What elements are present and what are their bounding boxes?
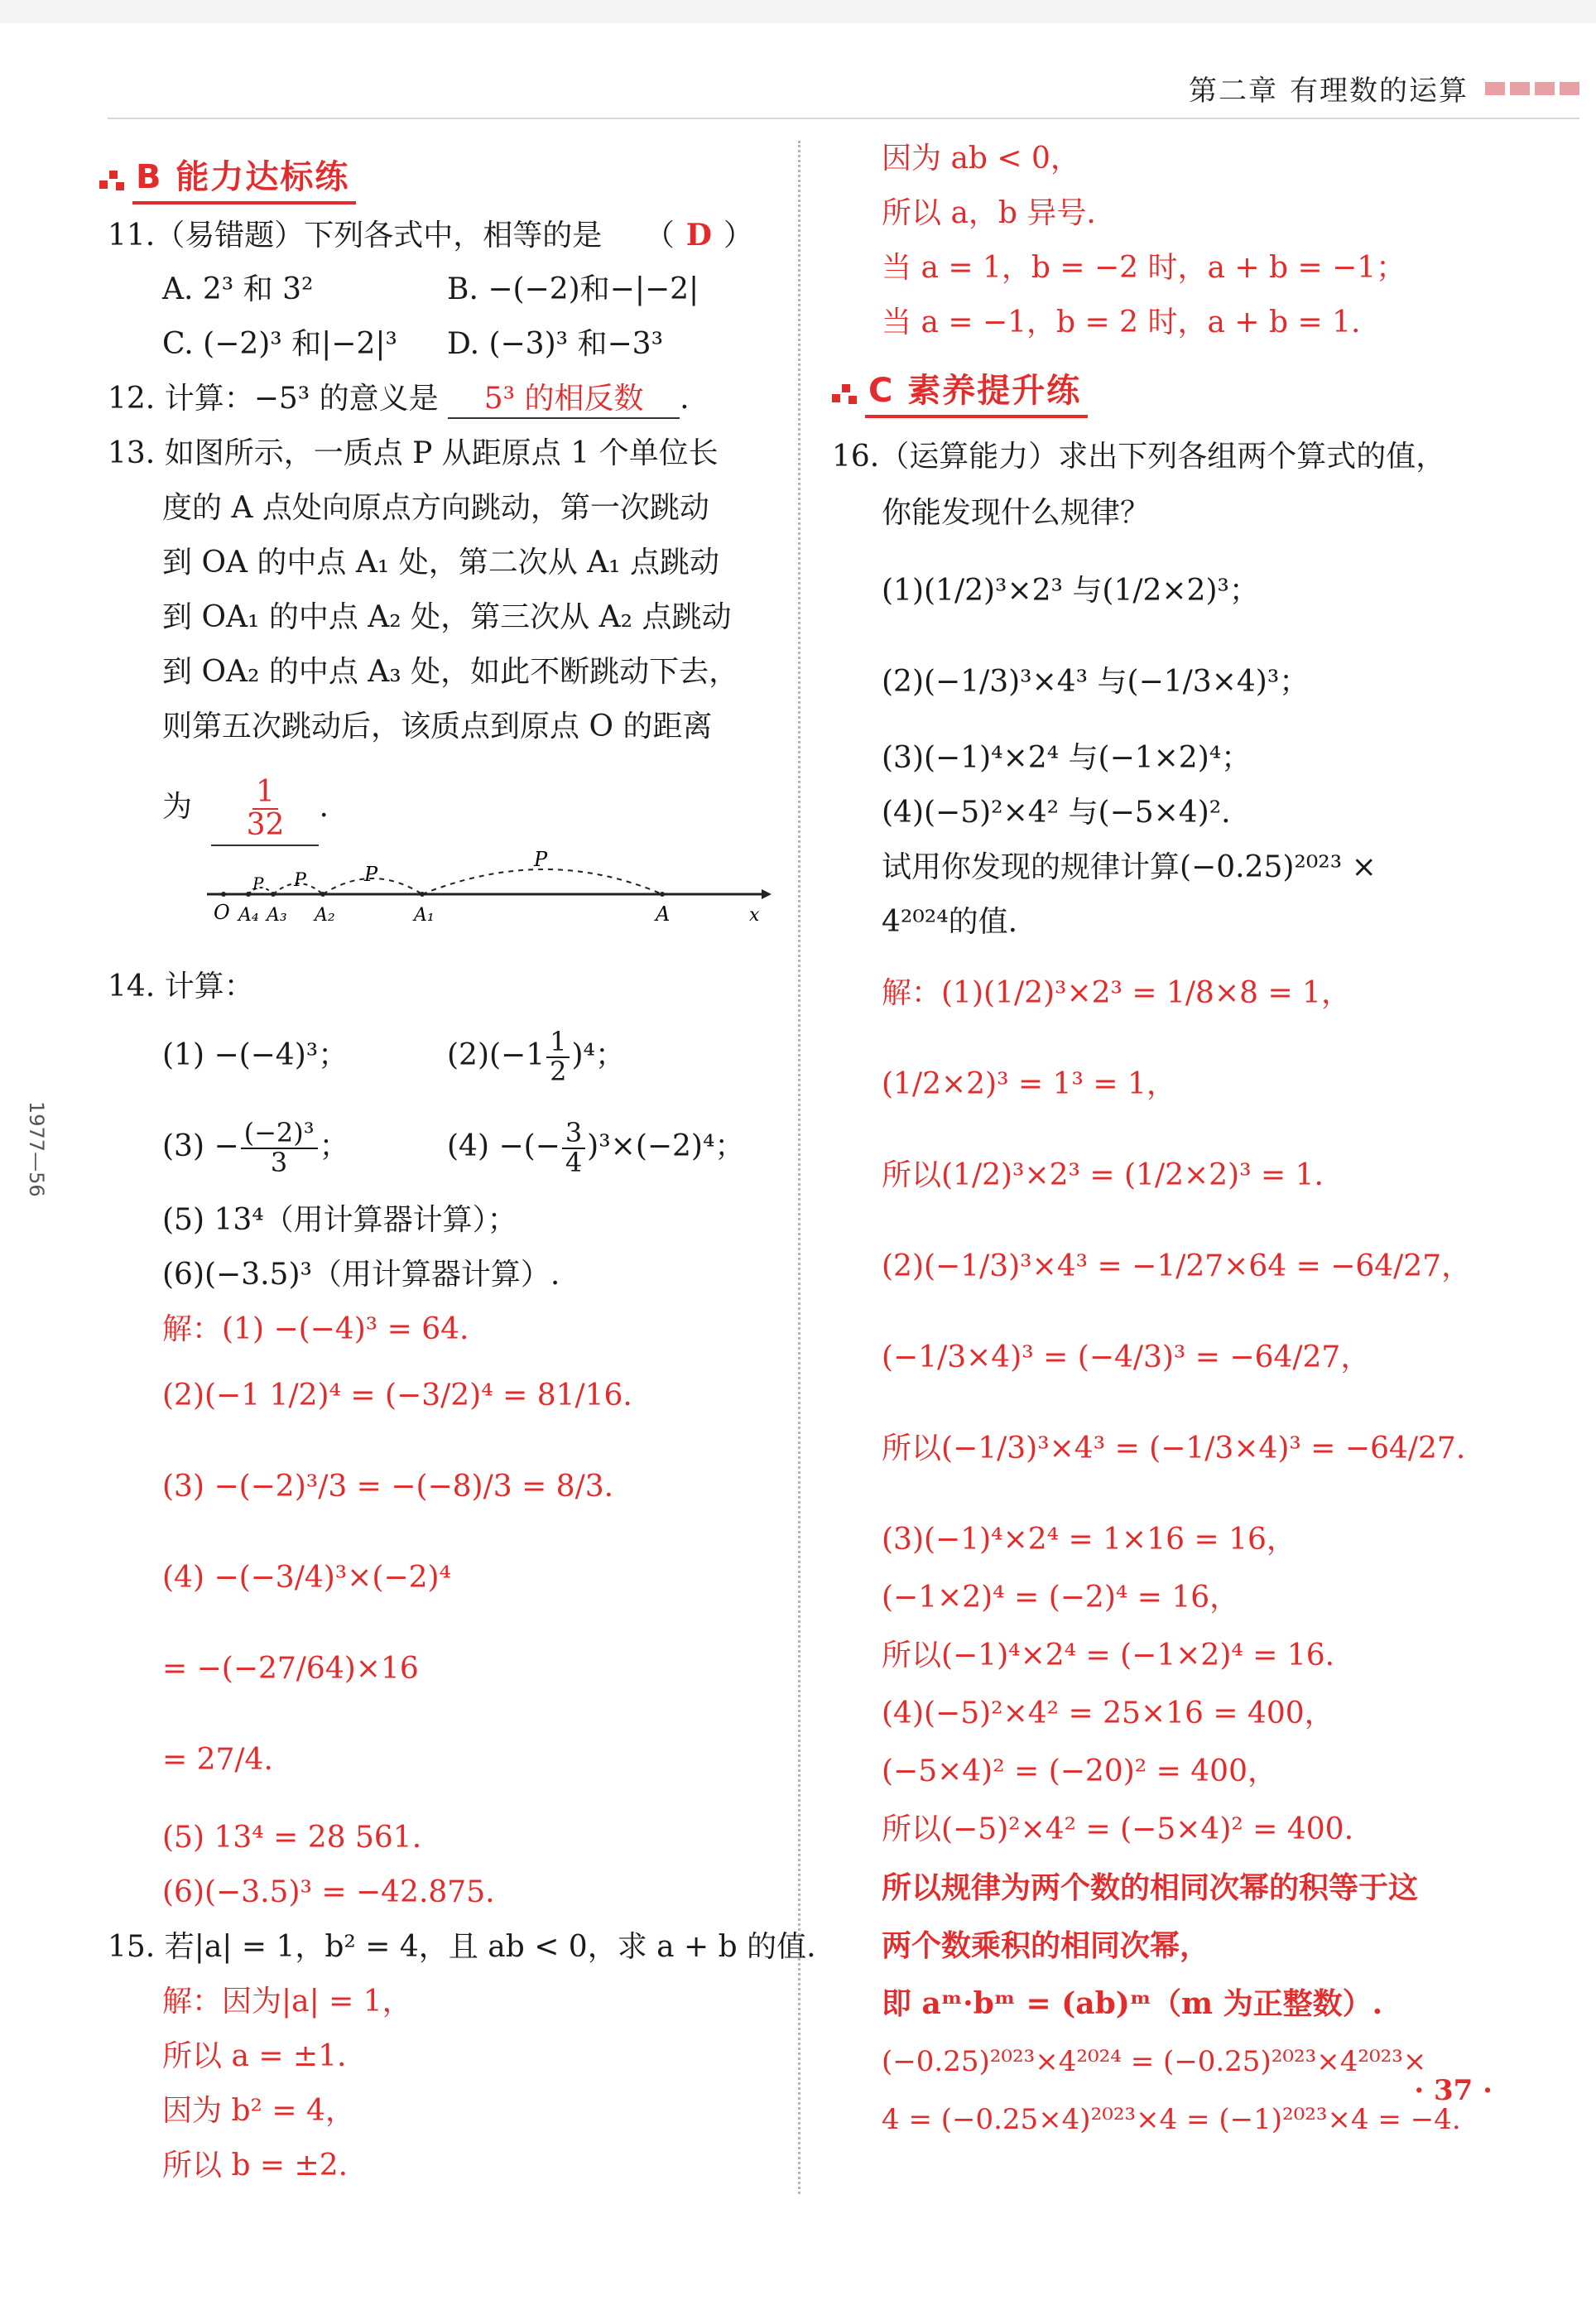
q11-stem: 11.（易错题）下列各式中，相等的是 （ D ） xyxy=(108,218,753,253)
q13-line-1: 13. 如图所示，一质点 P 从距原点 1 个单位长 xyxy=(108,436,719,470)
running-header xyxy=(1189,68,1579,108)
q13-line-4: 到 OA₁ 的中点 A₂ 处，第三次从 A₂ 点跳动 xyxy=(162,600,732,634)
q15-stem: 15. 若|a| = 1，b² = 4，且 ab < 0，求 a + b 的值. xyxy=(108,1930,816,1964)
page-top-edge xyxy=(0,0,1596,23)
q16-solution-7: (3)(−1)⁴×2⁴ = 1×16 = 16， xyxy=(882,1523,1296,1557)
q16-solution-16: (−0.25)²⁰²³×4²⁰²⁴ = (−0.25)²⁰²³×4²⁰²³× xyxy=(882,2045,1427,2078)
q16-solution-13: 所以规律为两个数的相同次幂的积等于这 xyxy=(882,1870,1419,1905)
q16-line-4: 4²⁰²⁴的值. xyxy=(882,905,1018,939)
header-decoration xyxy=(1485,82,1579,95)
q16-solution-8: (−1×2)⁴ = (−2)⁴ = 16， xyxy=(882,1581,1240,1615)
label-P4: P xyxy=(252,873,264,893)
q16-solution-3: 所以(1/2)³×2³ = (1/2×2)³ = 1. xyxy=(882,1158,1324,1192)
q11-option-c: C. (−2)³ 和|−2|³ xyxy=(162,327,397,361)
header-chapter: 第二章 xyxy=(1189,75,1278,108)
label-A3: A₃ xyxy=(267,905,287,926)
label-A: A xyxy=(656,902,671,926)
side-code: 1977—56 xyxy=(25,1101,48,1197)
q15-solution-7: 当 a = 1，b = −2 时，a + b = −1； xyxy=(882,251,1406,285)
section-c-title: C 素养提升练 xyxy=(865,364,1088,418)
q16-part-1: (1)(1/2)³×2³ 与(1/2×2)³； xyxy=(882,574,1259,608)
label-P2: P xyxy=(364,863,378,886)
q15-solution-6: 所以 a，b 异号. xyxy=(882,196,1096,230)
q16-solution-14: 两个数乘积的相同次幂， xyxy=(882,1928,1210,1963)
q14-solution-4b: = −(−27/64)×16 xyxy=(162,1652,419,1686)
q16-part-4: (4)(−5)²×4² 与(−5×4)². xyxy=(882,796,1231,830)
header-rule xyxy=(108,118,1579,119)
q13-line-5: 到 OA₂ 的中点 A₃ 处，如此不断跳动下去， xyxy=(162,655,739,689)
q14-stem: 14. 计算： xyxy=(108,970,254,1003)
q16-solution-5: (−1/3×4)³ = (−4/3)³ = −64/27， xyxy=(882,1340,1371,1374)
q15-solution-3: 因为 b² = 4， xyxy=(162,2094,355,2128)
q13-line-6: 则第五次跳动后，该质点到原点 O 的距离 xyxy=(162,710,713,744)
q16-solution-1: 解：(1)(1/2)³×2³ = 1/8×8 = 1， xyxy=(882,976,1351,1010)
q16-solution-2: (1/2×2)³ = 1³ = 1， xyxy=(882,1067,1176,1101)
q14-solution-6: (6)(−3.5)³ = −42.875. xyxy=(162,1875,495,1909)
q16-solution-12: 所以(−5)²×4² = (−5×4)² = 400. xyxy=(882,1812,1354,1846)
q11-option-d: D. (−3)³ 和−3³ xyxy=(447,327,663,361)
q13-line-7: 为 $\frac{1}{32}$ . xyxy=(162,770,329,846)
q15-solution-4: 所以 b = ±2. xyxy=(162,2149,349,2182)
q11-option-b: B. −(−2)和−|−2| xyxy=(447,272,699,306)
q16-part-2: (2)(−1/3)³×4³ 与(−1/3×4)³； xyxy=(882,665,1310,699)
q16-part-3: (3)(−1)⁴×2⁴ 与(−1×2)⁴； xyxy=(882,741,1252,775)
section-mark-icon xyxy=(832,379,857,404)
label-A2: A₂ xyxy=(315,905,335,926)
label-P1: P xyxy=(534,851,548,871)
q12-answer: 5³ 的相反数 xyxy=(448,381,680,419)
q14-part-3: (3) − $\frac{\text{(−2)³}}{3}$ ； xyxy=(162,1117,349,1178)
q14-part-1: (1) −(−4)³； xyxy=(162,1038,349,1072)
section-c-heading xyxy=(832,364,1088,418)
q14-solution-4: (4) −(−3/4)³×(−2)⁴ xyxy=(162,1561,451,1595)
q15-solution-2: 所以 a = ±1. xyxy=(162,2039,347,2073)
q15-solution-8: 当 a = −1，b = 2 时，a + b = 1. xyxy=(882,306,1361,339)
label-A1: A₁ xyxy=(414,905,435,926)
q15-solution-1: 解：因为|a| = 1， xyxy=(162,1985,412,2019)
label-P3: P xyxy=(294,870,306,891)
q15-solution-5: 因为 ab < 0， xyxy=(882,142,1080,176)
header-title: 有理数的运算 xyxy=(1290,75,1469,108)
q13-answer: $\frac{1}{32}$ xyxy=(246,775,285,842)
q16-line-1: 16.（运算能力）求出下列各组两个算式的值， xyxy=(832,440,1446,474)
q16-solution-6: 所以(−1/3)³×4³ = (−1/3×4)³ = −64/27. xyxy=(882,1432,1466,1465)
section-mark-icon xyxy=(99,166,124,190)
q16-solution-9: 所以(−1)⁴×2⁴ = (−1×2)⁴ = 16. xyxy=(882,1639,1335,1672)
q14-part-4: (4) −(− $\frac{3}{4}$ )³×(−2)⁴； xyxy=(447,1117,745,1178)
q11-answer: D xyxy=(685,218,712,253)
q13-line-3: 到 OA 的中点 A₁ 处，第二次从 A₁ 点跳动 xyxy=(162,546,720,580)
q14-part-5: (5) 13⁴（用计算器计算）； xyxy=(162,1203,517,1237)
page-number: · 37 · xyxy=(1414,2074,1493,2107)
q11-option-a: A. 2³ 和 3² xyxy=(162,272,314,306)
q16-solution-11: (−5×4)² = (−20)² = 400， xyxy=(882,1754,1277,1788)
column-divider xyxy=(798,141,800,2194)
label-A4: A₄ xyxy=(238,905,259,926)
q14-solution-4c: = 27/4. xyxy=(162,1743,273,1777)
q14-solution-2: (2)(−1 1/2)⁴ = (−3/2)⁴ = 81/16. xyxy=(162,1379,632,1412)
q16-solution-15: 即 aᵐ·bᵐ = (ab)ᵐ（m 为正整数）. xyxy=(882,1986,1383,2021)
label-x: x xyxy=(749,905,760,926)
number-line-figure xyxy=(199,851,778,942)
q16-solution-10: (4)(−5)²×4² = 25×16 = 400， xyxy=(882,1696,1334,1730)
q14-part-2: (2)(−1 $\frac{1}{2}$ )⁴； xyxy=(447,1026,625,1087)
q14-solution-3: (3) −(−2)³/3 = −(−8)/3 = 8/3. xyxy=(162,1470,614,1504)
section-b-title: B 能力达标练 xyxy=(132,151,356,205)
q14-part-6: (6)(−3.5)³（用计算器计算）. xyxy=(162,1258,560,1292)
q14-solution-5: (5) 13⁴ = 28 561. xyxy=(162,1821,422,1855)
q16-line-3: 试用你发现的规律计算(−0.25)²⁰²³ × xyxy=(882,850,1377,884)
q13-line-2: 度的 A 点处向原点方向跳动，第一次跳动 xyxy=(162,491,709,525)
q16-solution-17: 4 = (−0.25×4)²⁰²³×4 = (−1)²⁰²³×4 = −4. xyxy=(882,2103,1461,2136)
q14-solution-1: 解：(1) −(−4)³ = 64. xyxy=(162,1312,469,1346)
q16-solution-4: (2)(−1/3)³×4³ = −1/27×64 = −64/27， xyxy=(882,1249,1472,1283)
section-b-heading xyxy=(99,151,356,205)
q12: 12. 计算：−5³ 的意义是 5³ 的相反数 . xyxy=(108,381,690,419)
q16-line-2: 你能发现什么规律？ xyxy=(882,496,1151,530)
label-O: O xyxy=(214,901,230,924)
